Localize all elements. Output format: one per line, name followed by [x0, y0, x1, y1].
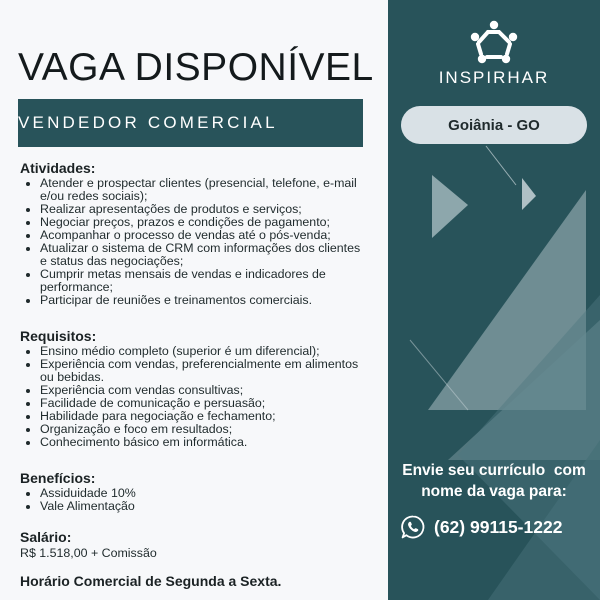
- activities-section: [20, 160, 370, 307]
- benefits-section: [20, 470, 370, 513]
- requirements-list: [20, 345, 370, 449]
- list-item: • Assiduidade 10%: [40, 487, 370, 500]
- list-item: • Atualizar o sistema de CRM com informações dos clientes e status das negociações;: [40, 242, 370, 268]
- whatsapp-icon: [400, 514, 426, 540]
- location-badge: Goiânia - GO: [401, 106, 587, 144]
- salary-value: R$ 1.518,00 + Comissão: [20, 546, 157, 560]
- people-circle-logo-icon: [466, 20, 522, 64]
- activities-heading: Atividades:: [20, 160, 96, 176]
- salary-section: [20, 529, 370, 560]
- list-item: • Experiência com vendas, preferencialmente em alimentos ou bebidas.: [40, 358, 370, 384]
- list-item: • Cumprir metas mensais de vendas e indicadores de performance;: [40, 268, 370, 294]
- list-item: • Participar de reuniões e treinamentos comerciais.: [40, 294, 370, 307]
- activities-list: [20, 177, 370, 307]
- phone-number[interactable]: (62) 99115-1222: [434, 516, 563, 537]
- list-item: • Experiência com vendas consultivas;: [40, 384, 370, 397]
- list-item: • Habilidade para negociação e fechamento;: [40, 410, 370, 423]
- requirements-heading: Requisitos:: [20, 328, 97, 344]
- page-title: VAGA DISPONÍVEL: [18, 46, 374, 89]
- brand-name: INSPIRHAR: [438, 68, 550, 87]
- list-item: • Ensino médio completo (superior é um diferencial);: [40, 345, 370, 358]
- brand-logo: [388, 20, 600, 88]
- whatsapp-contact[interactable]: [400, 512, 562, 542]
- list-item: • Realizar apresentações de produtos e serviços;: [40, 203, 370, 216]
- job-role-banner: VENDEDOR COMERCIAL: [18, 99, 363, 147]
- salary-heading: Salário:: [20, 529, 72, 545]
- schedule-text: Horário Comercial de Segunda a Sexta.: [20, 573, 282, 589]
- benefits-list: [20, 487, 370, 513]
- list-item: • Vale Alimentação: [40, 500, 370, 513]
- cta-text: [388, 460, 600, 502]
- cta-line-2: nome da vaga para:: [421, 483, 567, 500]
- list-item: • Acompanhar o processo de vendas até o pós-venda;: [40, 229, 370, 242]
- list-item: • Negociar preços, prazos e condições de pagamento;: [40, 216, 370, 229]
- cta-line-1: Envie seu currículo com: [402, 462, 586, 479]
- right-panel: [388, 0, 600, 600]
- list-item: • Facilidade de comunicação e persuasão;: [40, 397, 370, 410]
- list-item: • Atender e prospectar clientes (presencial, telefone, e-mail e/ou redes sociais);: [40, 177, 370, 203]
- list-item: • Organização e foco em resultados;: [40, 423, 370, 436]
- list-item: • Conhecimento básico em informática.: [40, 436, 370, 449]
- decorative-triangles: [388, 0, 600, 600]
- benefits-heading: Benefícios:: [20, 470, 96, 486]
- requirements-section: [20, 328, 370, 449]
